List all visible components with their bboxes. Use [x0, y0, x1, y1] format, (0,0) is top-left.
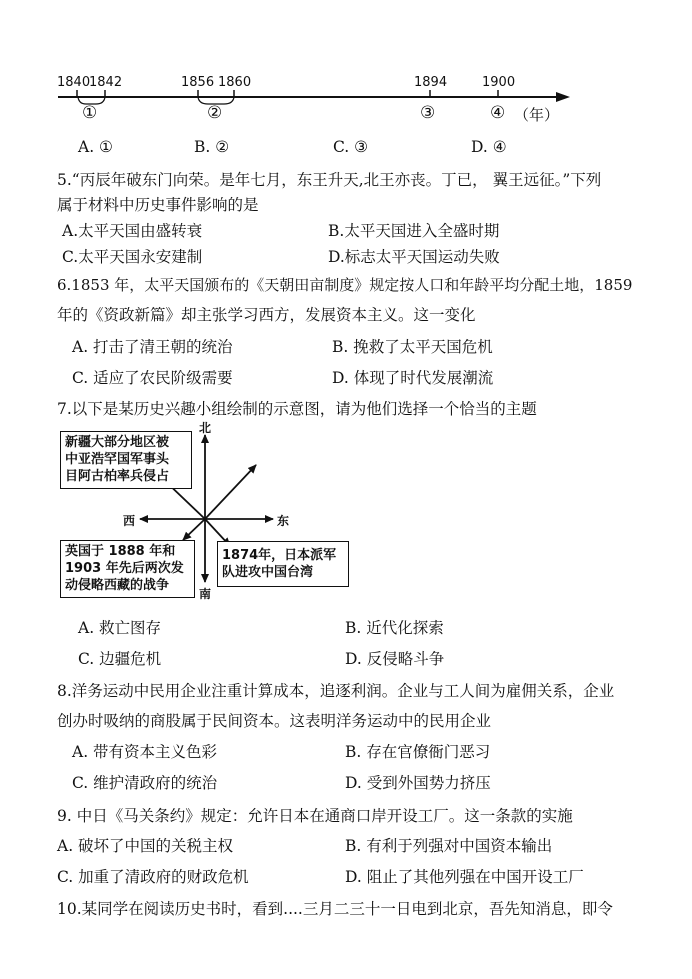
q5-stem-line1: 5.“丙辰年破东门向荣。是年七月，东王升天,北王亦丧。丁已， 翼王远征。”下列 — [57, 171, 602, 189]
direction-west: 西 — [123, 514, 136, 528]
q8-option-d[interactable]: D. 受到外国势力挤压 — [345, 774, 491, 792]
q5-option-a[interactable]: A.太平天国由盛转衰 — [62, 222, 203, 240]
q9-option-c[interactable]: C. 加重了清政府的财政危机 — [57, 868, 249, 886]
q6-stem-line1: 6.1853 年，太平天国颁布的《天朝田亩制度》规定按人口和年龄平均分配土地，1859 — [57, 276, 633, 294]
box-xinjiang-line: 新疆大部分地区被 — [65, 435, 170, 450]
year-1894: 1894 — [414, 75, 448, 90]
q8-stem-line1: 8.洋务运动中民用企业注重计算成本，追逐利润。企业与工人间为雇佣关系，企业 — [57, 682, 615, 700]
q8-stem-line2: 创办时吸纳的商股属于民间资本。这表明洋务运动中的民用企业 — [57, 712, 492, 730]
box-taiwan-line: 队进攻中国台湾 — [222, 565, 314, 580]
timeline-unit: （年） — [514, 106, 560, 124]
q7-stem: 7.以下是某历史兴趣小组绘制的示意图，请为他们选择一个恰当的主题 — [57, 400, 537, 418]
q4-option-c[interactable]: C. ③ — [333, 138, 369, 156]
q7-option-c[interactable]: C. 边疆危机 — [78, 650, 162, 668]
year-1842: 1842 — [89, 75, 123, 90]
box-xinjiang-line: 中亚浩罕国军事头 — [65, 452, 170, 467]
year-1856: 1856 — [181, 75, 215, 90]
q6-stem-line2: 年的《资政新篇》却主张学习西方，发展资本主义。这一变化 — [57, 306, 476, 324]
q9-option-d[interactable]: D. 阻止了其他列强在中国开设工厂 — [345, 868, 584, 886]
direction-east: 东 — [277, 514, 290, 528]
q8-option-a[interactable]: A. 带有资本主义色彩 — [72, 743, 218, 761]
q6-option-c[interactable]: C. 适应了农民阶级需要 — [72, 369, 233, 387]
direction-north: 北 — [199, 421, 212, 435]
q5-option-b[interactable]: B.太平天国进入全盛时期 — [328, 222, 500, 240]
box-tibet-line: 1903 年先后两次发 — [65, 561, 184, 576]
q5-stem-line2: 属于材料中历史事件影响的是 — [57, 196, 259, 214]
q7-option-d[interactable]: D. 反侵略斗争 — [345, 650, 445, 668]
box-tibet — [60, 540, 195, 598]
q7-option-b[interactable]: B. 近代化探索 — [345, 619, 444, 637]
q9-stem: 9. 中日《马关条约》规定：允许日本在通商口岸开设工厂。这一条款的实施 — [57, 807, 573, 825]
year-1840: 1840 — [57, 75, 91, 90]
q6-option-d[interactable]: D. 体现了时代发展潮流 — [332, 369, 494, 387]
direction-south: 南 — [199, 587, 212, 601]
q4-option-a[interactable]: A. ① — [78, 138, 113, 156]
marker-1: ① — [82, 103, 98, 123]
q10-stem: 10.某同学在阅读历史书时，看到....三月二三十一日电到北京，吾先知消息，即令 — [57, 900, 613, 918]
q9-option-a[interactable]: A. 破坏了中国的关税主权 — [57, 837, 234, 855]
q7-option-a[interactable]: A. 救亡图存 — [78, 619, 162, 637]
q4-option-b[interactable]: B. ② — [194, 138, 230, 156]
year-1860: 1860 — [218, 75, 252, 90]
q6-option-b[interactable]: B. 挽救了太平天国危机 — [332, 338, 493, 356]
q5-option-c[interactable]: C.太平天国永安建制 — [62, 248, 203, 266]
marker-4: ④ — [490, 103, 506, 123]
box-taiwan — [217, 541, 349, 587]
marker-2: ② — [207, 103, 223, 123]
year-1900: 1900 — [482, 75, 516, 90]
box-xinjiang — [60, 431, 192, 489]
q6-option-a[interactable]: A. 打击了清王朝的统治 — [72, 338, 233, 356]
q8-option-b[interactable]: B. 存在官僚衙门恶习 — [345, 743, 491, 761]
q4-option-d[interactable]: D. ④ — [471, 138, 507, 156]
q5-option-d[interactable]: D.标志太平天国运动失败 — [328, 248, 500, 266]
box-tibet-line: 英国于 1888 年和 — [65, 544, 176, 559]
q9-option-b[interactable]: B. 有利于列强对中国资本输出 — [345, 837, 553, 855]
marker-3: ③ — [420, 103, 436, 123]
box-tibet-line: 动侵略西藏的战争 — [65, 578, 170, 593]
box-taiwan-line: 1874年，日本派军 — [222, 548, 337, 563]
q8-option-c[interactable]: C. 维护清政府的统治 — [72, 774, 218, 792]
box-xinjiang-line: 目阿古柏率兵侵占 — [65, 469, 170, 484]
